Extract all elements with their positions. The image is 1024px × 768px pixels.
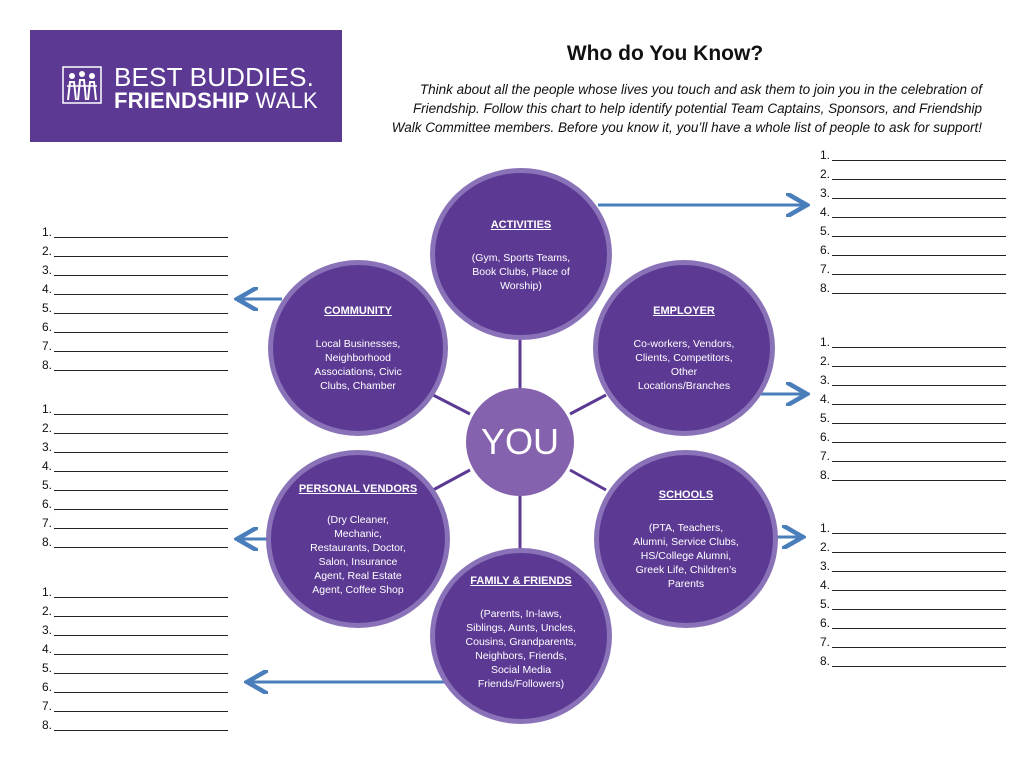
entry-number: 1. (820, 521, 831, 535)
entry-number: 1. (820, 335, 831, 349)
blank-line[interactable] (832, 179, 1006, 180)
description-line: (PTA, Teachers, (648, 522, 724, 534)
contact-entry-line[interactable] (820, 614, 1006, 633)
entry-number: 2. (42, 244, 53, 258)
contact-entry-line[interactable] (42, 716, 228, 735)
contact-entry-line[interactable] (820, 333, 1006, 352)
entry-number: 6. (820, 430, 831, 444)
contact-entry-line[interactable] (42, 514, 228, 533)
blank-line[interactable] (54, 414, 228, 415)
description-line: (Dry Cleaner, (327, 514, 389, 526)
entry-number: 6. (42, 497, 53, 511)
blank-line[interactable] (54, 509, 228, 510)
contact-entry-line[interactable] (820, 409, 1006, 428)
entry-number: 8. (820, 654, 831, 668)
contact-entry-line[interactable] (42, 476, 228, 495)
entry-number: 7. (42, 516, 53, 530)
blank-line[interactable] (832, 198, 1006, 199)
contact-entry-line[interactable] (42, 223, 228, 242)
entry-number: 3. (42, 263, 53, 277)
blank-line[interactable] (832, 647, 1006, 648)
description-line: (Parents, In-laws, (480, 608, 562, 620)
entry-number: 4. (42, 642, 53, 656)
connector-employer (570, 395, 606, 414)
entry-number: 5. (820, 597, 831, 611)
contact-entry-line[interactable] (820, 633, 1006, 652)
blank-line[interactable] (832, 571, 1006, 572)
contact-entry-line[interactable] (820, 595, 1006, 614)
entry-number: 2. (820, 354, 831, 368)
community-heading: COMMUNITY (324, 305, 392, 317)
description-line: Clubs, Chamber (320, 380, 396, 392)
blank-line[interactable] (832, 385, 1006, 386)
blank-line[interactable] (832, 590, 1006, 591)
description-line: Greek Life, Children’s (635, 564, 737, 576)
logo-wordmark-walk: WALK (249, 88, 318, 113)
entry-number: 8. (820, 468, 831, 482)
blank-line[interactable] (54, 452, 228, 453)
contact-entry-line[interactable] (42, 242, 228, 261)
contact-entry-line[interactable] (42, 419, 228, 438)
description-line: Siblings, Aunts, Uncles, (466, 622, 576, 634)
blank-line[interactable] (832, 628, 1006, 629)
blank-line[interactable] (832, 274, 1006, 275)
contact-entry-line[interactable] (42, 400, 228, 419)
entry-number: 3. (820, 186, 831, 200)
description-line: Associations, Civic (314, 366, 402, 378)
blank-line[interactable] (54, 654, 228, 655)
blank-line[interactable] (832, 533, 1006, 534)
blank-line[interactable] (54, 370, 228, 371)
contact-entry-line[interactable] (42, 495, 228, 514)
description-line: Social Media (490, 664, 552, 676)
blank-line[interactable] (54, 294, 228, 295)
entry-number: 6. (42, 320, 53, 334)
entry-number: 8. (820, 281, 831, 295)
entry-number: 3. (42, 440, 53, 454)
personal-vendors-description (287, 513, 429, 597)
entry-number: 3. (42, 623, 53, 637)
blank-line[interactable] (832, 423, 1006, 424)
description-line: Book Clubs, Place of (472, 266, 570, 278)
employer-description (614, 337, 754, 393)
activities-circle (430, 168, 612, 340)
contact-entry-line[interactable] (820, 557, 1006, 576)
contact-entry-line[interactable] (820, 260, 1006, 279)
entry-number: 5. (820, 411, 831, 425)
blank-line[interactable] (54, 673, 228, 674)
blank-line[interactable] (832, 442, 1006, 443)
blank-line[interactable] (54, 711, 228, 712)
contact-entry-line[interactable] (820, 203, 1006, 222)
description-line: HS/College Alumni, (640, 550, 732, 562)
blank-line[interactable] (832, 609, 1006, 610)
activities-description (451, 251, 591, 293)
blank-line[interactable] (54, 275, 228, 276)
entry-number: 6. (820, 243, 831, 257)
description-line: Alumni, Service Clubs, (633, 536, 739, 548)
description-line: Neighborhood (325, 352, 391, 364)
blank-line[interactable] (54, 332, 228, 333)
contact-entry-line[interactable] (820, 652, 1006, 671)
schools-description (615, 521, 757, 591)
entry-number: 4. (820, 392, 831, 406)
community-contacts-list (42, 223, 228, 375)
description-line: (Gym, Sports Teams, (471, 252, 571, 264)
entry-number: 7. (820, 449, 831, 463)
contact-entry-line[interactable] (820, 447, 1006, 466)
contact-entry-line[interactable] (42, 678, 228, 697)
description-line: Local Businesses, (315, 338, 401, 350)
contact-entry-line[interactable] (42, 659, 228, 678)
description-line: Agent, Coffee Shop (312, 584, 404, 596)
family-friends-circle (430, 548, 612, 724)
contact-entry-line[interactable] (42, 621, 228, 640)
entry-number: 8. (42, 535, 53, 549)
connector-community (433, 395, 470, 414)
blank-line[interactable] (54, 471, 228, 472)
blank-line[interactable] (54, 313, 228, 314)
blank-line[interactable] (54, 528, 228, 529)
family-friends-heading: FAMILY & FRIENDS (470, 575, 572, 587)
entry-number: 5. (820, 224, 831, 238)
entry-number: 1. (820, 148, 831, 162)
blank-line[interactable] (832, 160, 1006, 161)
entry-number: 5. (42, 661, 53, 675)
contact-entry-line[interactable] (820, 184, 1006, 203)
schools-circle (594, 450, 778, 628)
blank-line[interactable] (54, 730, 228, 731)
employer-heading: EMPLOYER (653, 305, 715, 317)
contact-entry-line[interactable] (820, 371, 1006, 390)
contact-entry-line[interactable] (820, 165, 1006, 184)
entry-number: 4. (820, 205, 831, 219)
blank-line[interactable] (832, 666, 1006, 667)
contact-entry-line[interactable] (820, 390, 1006, 409)
entry-number: 2. (42, 421, 53, 435)
contact-entry-line[interactable] (820, 466, 1006, 485)
entry-number: 2. (820, 540, 831, 554)
contact-entry-line[interactable] (42, 438, 228, 457)
description-line: Worship) (500, 280, 542, 292)
description-line: Co-workers, Vendors, (633, 338, 735, 350)
entry-number: 2. (820, 167, 831, 181)
entry-number: 3. (820, 559, 831, 573)
contact-entry-line[interactable] (820, 428, 1006, 447)
entry-number: 4. (42, 282, 53, 296)
contact-entry-line[interactable] (42, 337, 228, 356)
contact-entry-line[interactable] (42, 280, 228, 299)
personal-vendors-circle (266, 450, 450, 628)
entry-number: 3. (820, 373, 831, 387)
contact-entry-line[interactable] (42, 299, 228, 318)
description-line: Restaurants, Doctor, (310, 542, 406, 554)
contact-entry-line[interactable] (42, 583, 228, 602)
contact-entry-line[interactable] (820, 222, 1006, 241)
blank-line[interactable] (54, 616, 228, 617)
community-circle (268, 260, 448, 436)
entry-number: 7. (820, 262, 831, 276)
blank-line[interactable] (832, 404, 1006, 405)
contact-entry-line[interactable] (820, 146, 1006, 165)
blank-line[interactable] (54, 490, 228, 491)
description-line: Parents (667, 578, 705, 590)
blank-line[interactable] (54, 237, 228, 238)
entry-number: 7. (42, 699, 53, 713)
entry-number: 7. (42, 339, 53, 353)
instructions-line: Think about all the people whose lives you touch and ask them to join you in the celebration of (419, 82, 982, 97)
blank-line[interactable] (832, 293, 1006, 294)
blank-line[interactable] (54, 351, 228, 352)
entry-number: 6. (820, 616, 831, 630)
blank-line[interactable] (54, 433, 228, 434)
schools-heading: SCHOOLS (658, 489, 714, 501)
entry-number: 7. (820, 635, 831, 649)
description-line: Locations/Branches (637, 380, 731, 392)
employer-circle (593, 260, 775, 436)
contact-entry-line[interactable] (42, 318, 228, 337)
personal-vendors-contacts-list (42, 400, 228, 552)
entry-number: 8. (42, 718, 53, 732)
schools-contacts-list (820, 519, 1006, 671)
activities-heading: ACTIVITIES (490, 219, 552, 231)
description-line: Agent, Real Estate (314, 570, 402, 582)
entry-number: 5. (42, 301, 53, 315)
contact-entry-line[interactable] (820, 352, 1006, 371)
contact-entry-line[interactable] (820, 279, 1006, 298)
contact-entry-line[interactable] (42, 602, 228, 621)
instructions-line: Walk Committee members. Before you know it, you’ll have a whole list of people to ask for support! (391, 120, 982, 135)
contact-entry-line[interactable] (820, 576, 1006, 595)
description-line: Neighbors, Friends, (475, 650, 567, 662)
blank-line[interactable] (832, 217, 1006, 218)
blank-line[interactable] (832, 480, 1006, 481)
description-line: Clients, Competitors, (635, 352, 733, 364)
activities-contacts-list (820, 146, 1006, 298)
entry-number: 1. (42, 402, 53, 416)
contact-entry-line[interactable] (42, 261, 228, 280)
blank-line[interactable] (832, 347, 1006, 348)
family-friends-contacts-list (42, 583, 228, 735)
blank-line[interactable] (54, 635, 228, 636)
entry-number: 1. (42, 585, 53, 599)
contact-entry-line[interactable] (42, 356, 228, 375)
blank-line[interactable] (832, 255, 1006, 256)
blank-line[interactable] (54, 547, 228, 548)
description-line: Mechanic, (334, 528, 382, 540)
description-line: Salon, Insurance (318, 556, 398, 568)
entry-number: 8. (42, 358, 53, 372)
logo-wordmark-line1: BEST BUDDIES. (114, 62, 315, 92)
contact-entry-line[interactable] (42, 697, 228, 716)
community-description (289, 337, 427, 393)
connector-schools (570, 470, 606, 490)
employer-contacts-list (820, 333, 1006, 485)
contact-entry-line[interactable] (820, 519, 1006, 538)
blank-line[interactable] (54, 256, 228, 257)
personal-vendors-heading: PERSONAL VENDORS (298, 483, 418, 495)
blank-line[interactable] (832, 461, 1006, 462)
instructions-line: Friendship. Follow this chart to help identify potential Team Captains, Sponsors, and Friendship (412, 101, 982, 116)
entry-number: 1. (42, 225, 53, 239)
entry-number: 4. (42, 459, 53, 473)
contact-entry-line[interactable] (42, 457, 228, 476)
description-line: Cousins, Grandparents, (465, 636, 577, 648)
family-friends-description (451, 607, 591, 691)
entry-number: 2. (42, 604, 53, 618)
description-line: Friends/Followers) (477, 678, 565, 690)
blank-line[interactable] (832, 366, 1006, 367)
contact-entry-line[interactable] (820, 538, 1006, 557)
entry-number: 5. (42, 478, 53, 492)
entry-number: 6. (42, 680, 53, 694)
page-title: Who do You Know? (566, 42, 764, 65)
contact-entry-line[interactable] (42, 533, 228, 552)
you-center-circle: YOU (466, 388, 574, 496)
logo-wordmark-friendship: FRIENDSHIP (114, 88, 250, 113)
blank-line[interactable] (54, 597, 228, 598)
entry-number: 4. (820, 578, 831, 592)
contact-entry-line[interactable] (820, 241, 1006, 260)
contact-entry-line[interactable] (42, 640, 228, 659)
blank-line[interactable] (832, 236, 1006, 237)
description-line: Other (670, 366, 698, 378)
blank-line[interactable] (54, 692, 228, 693)
blank-line[interactable] (832, 552, 1006, 553)
